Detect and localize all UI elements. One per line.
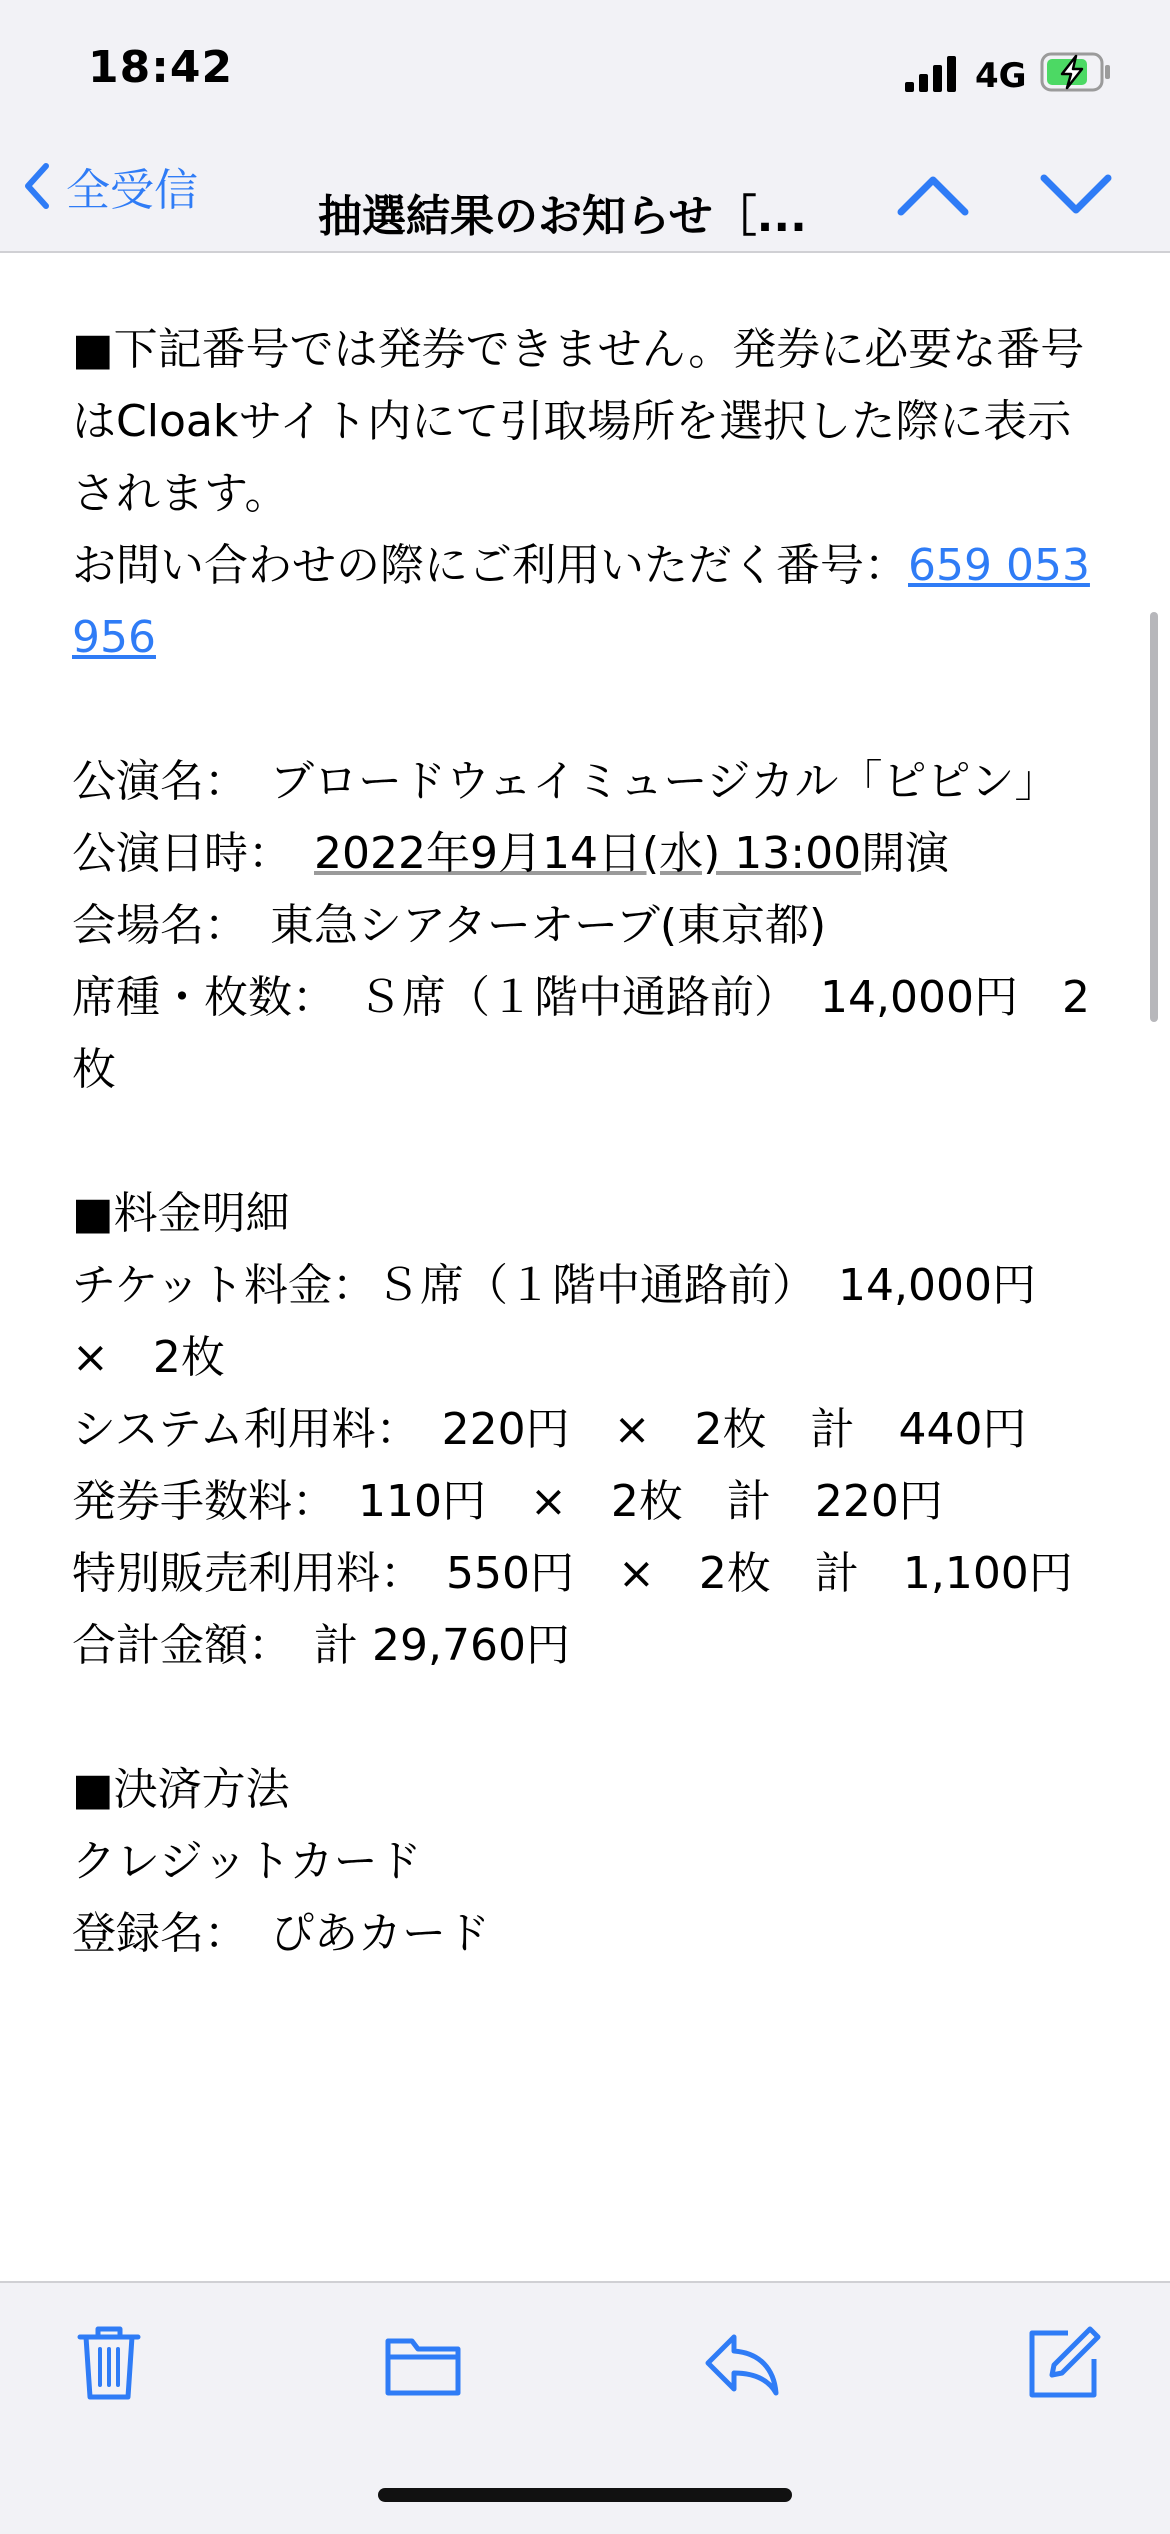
battery-charging-icon	[1040, 52, 1112, 92]
status-time: 18:42	[88, 42, 234, 93]
issue-fee	[72, 1466, 1112, 1538]
seat-label: 席種・枚数：	[72, 972, 314, 1023]
trash-icon[interactable]	[76, 2323, 142, 2403]
system-fee	[72, 1394, 1112, 1466]
email-body	[72, 252, 1112, 1970]
back-button[interactable]	[22, 156, 198, 216]
network-type: 4G	[975, 56, 1027, 96]
inquiry-label: お問い合わせの際にご利用いただく番号：	[72, 540, 908, 591]
home-indicator[interactable]	[378, 2488, 792, 2502]
performance-seat	[72, 962, 1112, 1106]
folder-icon[interactable]	[384, 2323, 462, 2403]
inquiry-line	[72, 530, 1112, 674]
special-fee-label: 特別販売利用料：	[72, 1548, 402, 1599]
venue-label: 会場名：	[72, 900, 226, 951]
total-amount	[72, 1610, 1112, 1682]
performance-date-suffix: 開演	[861, 828, 950, 879]
system-fee-value: 220円 × 2枚 計 440円	[441, 1404, 1027, 1455]
payment-method: クレジットカード	[72, 1836, 422, 1887]
issue-fee-value: 110円 × 2枚 計 220円	[358, 1476, 943, 1527]
back-label: 全受信	[66, 165, 198, 216]
spacer	[72, 674, 1112, 746]
performance-venue	[72, 890, 1112, 962]
payment-heading: ■決済方法	[72, 1764, 290, 1815]
performance-name	[72, 746, 1112, 818]
inquiry-number-link[interactable]: 659 053 956	[72, 540, 1090, 663]
chevron-down-icon[interactable]	[1038, 170, 1114, 220]
payment-registration	[72, 1898, 1112, 1970]
performance-name-label: 公演名：	[72, 756, 226, 807]
performance-date-label: 公演日時：	[72, 828, 270, 879]
compose-icon[interactable]	[1024, 2323, 1104, 2403]
system-fee-label: システム利用料：	[72, 1404, 398, 1455]
reply-icon[interactable]	[702, 2323, 782, 2403]
performance-name-value: ブロードウェイミュージカル「ピピン」	[270, 756, 1059, 807]
venue-value: 東急シアターオーブ(東京都)	[270, 900, 827, 951]
notice-text: ■下記番号では発券できません。発券に必要な番号はCloakサイト内にて引取場所を選択した際に表示されます。	[72, 324, 1085, 519]
nav-bar	[0, 150, 1170, 253]
registration-value: ぴあカード	[270, 1908, 490, 1959]
special-fee	[72, 1538, 1112, 1610]
spacer	[72, 1682, 1112, 1754]
performance-date-value[interactable]: 2022年9月14日(水) 13:00	[314, 828, 862, 879]
scroll-indicator[interactable]	[1150, 612, 1158, 1022]
special-fee-value: 550円 × 2枚 計 1,100円	[446, 1548, 1073, 1599]
chevron-left-icon	[22, 162, 52, 210]
issue-fee-label: 発券手数料：	[72, 1476, 314, 1527]
status-bar	[0, 0, 1170, 150]
ticket-fee	[72, 1250, 1112, 1394]
registration-label: 登録名：	[72, 1908, 226, 1959]
nav-title: 抽選結果のお知らせ［...	[318, 191, 807, 242]
spacer	[72, 1106, 1112, 1178]
ticket-fee-value: Ｓ席（１階中通路前） 14,000円 × 2枚	[72, 1260, 1081, 1383]
fees-heading: ■料金明細	[72, 1188, 290, 1239]
signal-icon	[905, 56, 961, 92]
performance-date	[72, 818, 1112, 890]
seat-value: Ｓ席（１階中通路前） 14,000円 2枚	[72, 972, 1090, 1095]
chevron-up-icon[interactable]	[895, 170, 971, 220]
ticket-fee-label: チケット料金：	[72, 1260, 377, 1311]
total-amount-value: 計 29,760円	[314, 1620, 570, 1671]
total-amount-label: 合計金額：	[72, 1620, 270, 1671]
